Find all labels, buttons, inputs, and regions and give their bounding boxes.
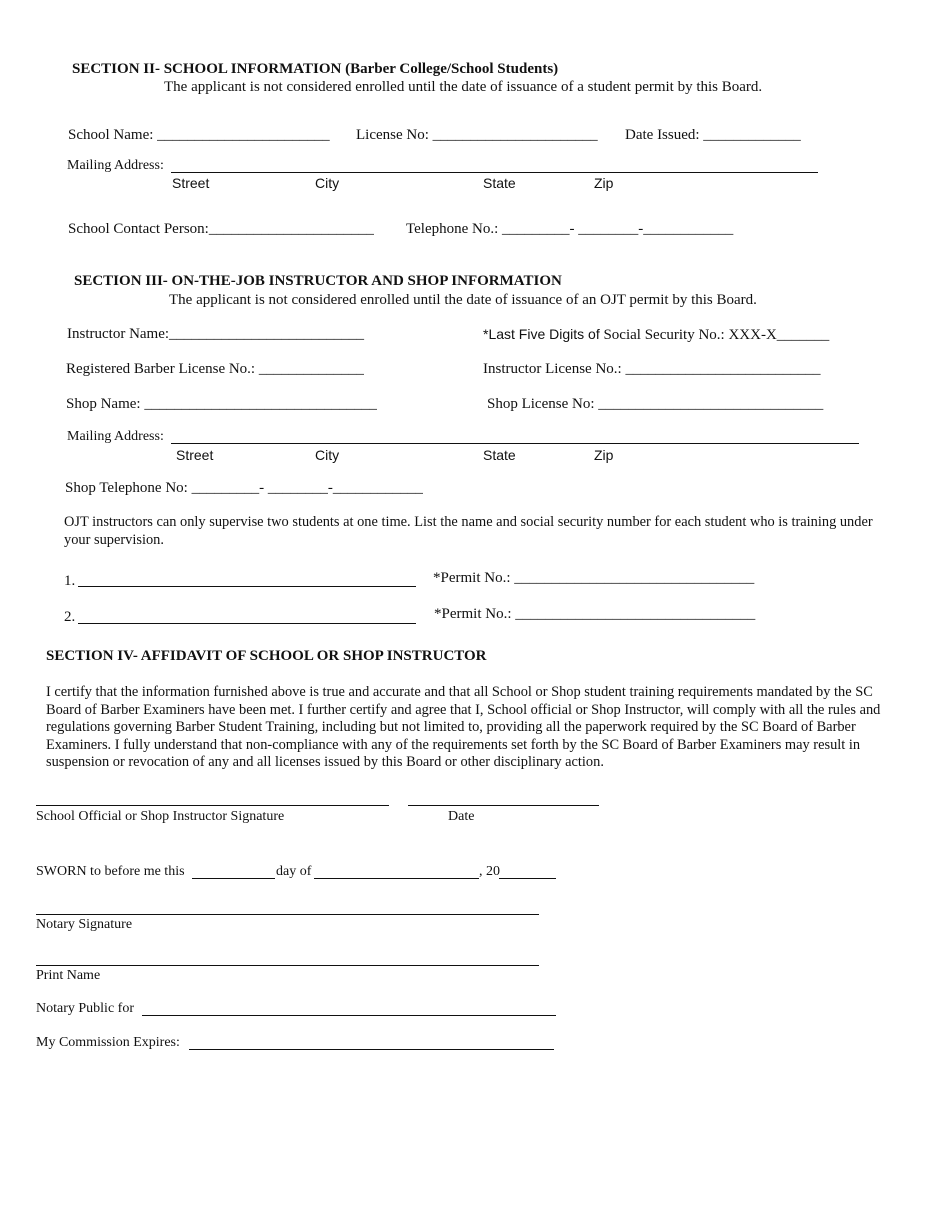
shop-mailing-address-input[interactable]: [171, 443, 859, 444]
sworn-year-label: , 20: [479, 864, 500, 879]
shop-city-label: City: [315, 447, 340, 463]
student-1-number: 1.: [64, 573, 76, 589]
instructor-name-field[interactable]: Instructor Name:__________________________: [67, 326, 365, 342]
instructor-ssn-label: Social Security No.: XXX-X_______: [603, 327, 830, 343]
section-3-note: The applicant is not considered enrolled until the date of issuance of an OJT permit by this Board.: [169, 292, 757, 308]
student-2-number: 2.: [64, 609, 76, 625]
section-2-heading: SECTION II- SCHOOL INFORMATION (Barber College/School Students): [72, 61, 559, 77]
notary-public-input[interactable]: [142, 1015, 556, 1016]
shop-telephone-field[interactable]: Shop Telephone No: _________- ________-____________: [65, 480, 423, 496]
section-2-note: The applicant is not considered enrolled until the date of issuance of a student permit by this Board.: [164, 79, 763, 95]
signature-date-input[interactable]: [408, 805, 599, 806]
shop-mailing-address-label: Mailing Address:: [67, 429, 164, 444]
section-4-heading: SECTION IV- AFFIDAVIT OF SCHOOL OR SHOP INSTRUCTOR: [46, 648, 487, 664]
sworn-year-input[interactable]: [499, 878, 556, 879]
shop-license-field[interactable]: Shop License No: ______________________________: [487, 396, 824, 412]
school-license-no-field[interactable]: License No: ______________________: [356, 127, 598, 143]
signature-input[interactable]: [36, 805, 389, 806]
school-date-issued-field[interactable]: Date Issued: _____________: [625, 127, 801, 143]
school-state-label: State: [483, 175, 516, 191]
section-3-heading: SECTION III- ON-THE-JOB INSTRUCTOR AND SHOP INFORMATION: [74, 273, 562, 289]
notary-public-label: Notary Public for: [36, 1001, 134, 1016]
notary-signature-input[interactable]: [36, 914, 539, 915]
commission-expires-input[interactable]: [189, 1049, 554, 1050]
school-zip-label: Zip: [594, 175, 614, 191]
student-1-permit-field[interactable]: *Permit No.: ________________________________: [433, 570, 755, 586]
school-contact-person-field[interactable]: School Contact Person:______________________: [68, 221, 374, 237]
school-mailing-address-label: Mailing Address:: [67, 158, 164, 173]
affidavit-text: I certify that the information furnished above is true and accurate and that all School or Shop student training requirements mandated by the SC Board of Barber Examiners have been met. I further certify and agree that I, School official or Shop Instructor, will comply with all the rules and regulations governing Barber Student Training, including but not limited to, providing all the paperwork required by the SC Board of Barber Examiners. I fully understand that non-compliance with any of the requirements set forth by the SC Board of Barber Examiners may result in suspension or revocation of any and all licenses issued by this Board or other disciplinary action.: [46, 684, 881, 770]
school-telephone-field[interactable]: Telephone No.: _________- ________-____________: [406, 221, 734, 237]
print-name-input[interactable]: [36, 965, 539, 966]
student-2-input[interactable]: [78, 623, 416, 624]
shop-zip-label: Zip: [594, 447, 614, 463]
shop-name-field[interactable]: Shop Name: _______________________________: [66, 396, 377, 412]
student-1-input[interactable]: [78, 586, 416, 587]
sworn-day-input[interactable]: [192, 878, 275, 879]
school-mailing-address-input[interactable]: [171, 172, 818, 173]
sworn-label: SWORN to before me this: [36, 864, 185, 879]
instructor-license-field[interactable]: Instructor License No.: __________________________: [483, 361, 821, 377]
notary-signature-label: Notary Signature: [36, 917, 133, 932]
sworn-month-input[interactable]: [314, 878, 479, 879]
shop-street-label: Street: [176, 447, 214, 463]
student-2-permit-field[interactable]: *Permit No.: ________________________________: [434, 606, 756, 622]
sworn-day-of-label: day of: [276, 864, 312, 879]
school-street-label: Street: [172, 175, 210, 191]
date-label: Date: [448, 809, 475, 824]
signature-label: School Official or Shop Instructor Signature: [36, 809, 285, 824]
ojt-note: OJT instructors can only supervise two students at one time. List the name and social security number for each student who is training under your supervision.: [64, 514, 873, 548]
school-name-field[interactable]: School Name: _______________________: [68, 127, 330, 143]
instructor-ssn-prefix: *Last Five Digits of: [483, 326, 600, 342]
instructor-ssn-field[interactable]: [483, 326, 829, 344]
barber-license-field[interactable]: Registered Barber License No.: ______________: [66, 361, 364, 377]
school-city-label: City: [315, 175, 340, 191]
commission-expires-label: My Commission Expires:: [36, 1035, 180, 1050]
shop-state-label: State: [483, 447, 516, 463]
print-name-label: Print Name: [36, 968, 101, 983]
